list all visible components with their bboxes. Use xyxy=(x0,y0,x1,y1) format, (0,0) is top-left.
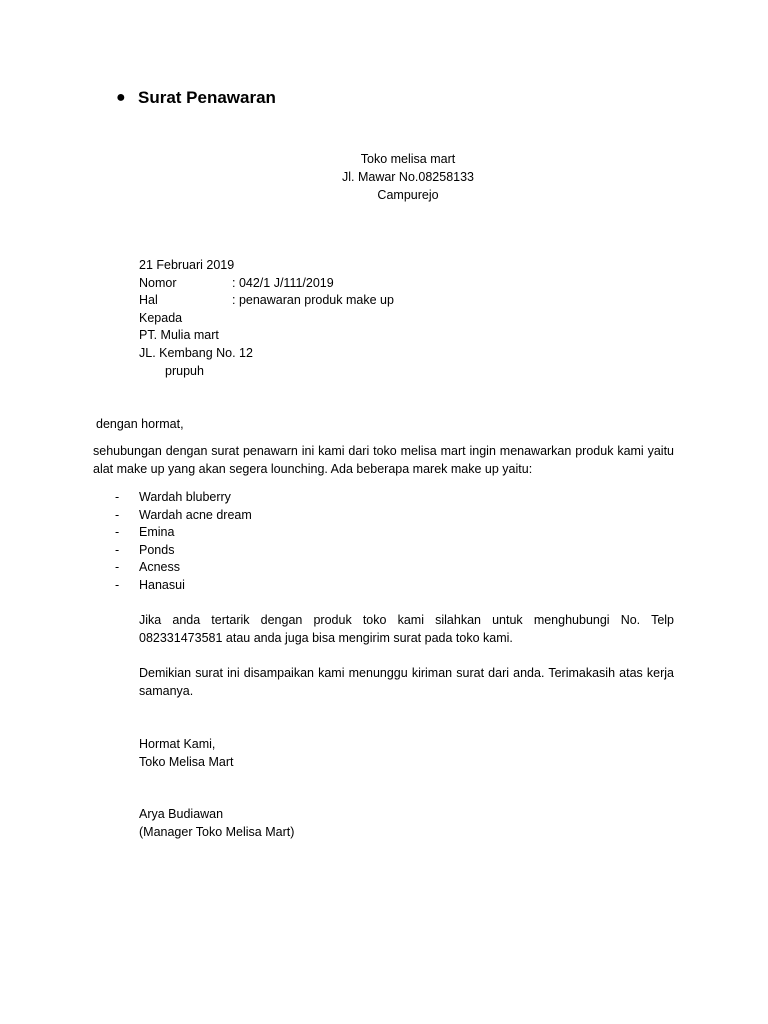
list-item: - Acness xyxy=(115,559,252,577)
dash-icon: - xyxy=(115,490,120,504)
letter-meta xyxy=(139,257,394,380)
signature-block xyxy=(139,806,294,841)
sender-address: Jl. Mawar No.08258133 xyxy=(341,170,475,184)
dash-icon: - xyxy=(115,577,120,592)
recipient-address: JL. Kembang No. 12 xyxy=(139,345,253,360)
bullet-icon: ● xyxy=(116,89,126,106)
nomor-value: : 042/1 J/111/2019 xyxy=(232,275,334,290)
sender-city: Campurejo xyxy=(377,188,439,202)
signer-position: (Manager Toko Melisa Mart) xyxy=(139,824,295,839)
list-item: - Ponds xyxy=(115,542,252,560)
hal-value: : penawaran produk make up xyxy=(232,293,394,308)
list-item: - Wardah bluberry xyxy=(115,489,252,507)
hal-label: Hal xyxy=(139,293,158,308)
letter-date: 21 Februari 2019 xyxy=(139,258,235,272)
letter-heading xyxy=(116,88,276,108)
page-title: Surat Penawaran xyxy=(138,88,276,107)
dash-icon: - xyxy=(115,542,120,557)
sender-name: Toko melisa mart xyxy=(360,152,456,166)
product-list xyxy=(115,489,252,595)
contact-paragraph: Jika anda tertarik dengan produk toko kami silahkan untuk menghubungi No. Telp 082331473581 atau anda juga bisa mengirim surat pada toko kami. xyxy=(139,613,674,645)
sender-block xyxy=(0,150,768,204)
dash-icon: - xyxy=(115,507,120,522)
company-name: Toko Melisa Mart xyxy=(139,754,234,769)
list-item: - Wardah acne dream xyxy=(115,507,252,525)
regards-text: Hormat Kami, xyxy=(139,737,216,751)
regards-block xyxy=(139,736,233,771)
hal-row xyxy=(139,292,394,310)
intro-paragraph: sehubungan dengan surat penawarn ini kami dari toko melisa mart ingin menawarkan produk kami yaitu alat make up yang akan segera lounching. Ada beberapa marek make up yaitu: xyxy=(93,444,674,476)
list-item: - Emina xyxy=(115,524,252,542)
list-item: - Hanasui xyxy=(115,577,252,595)
kepada-label: Kepada xyxy=(139,310,183,325)
recipient-name: PT. Mulia mart xyxy=(139,328,219,343)
closing-paragraph: Demikian surat ini disampaikan kami menunggu kiriman surat dari anda. Terimakasih atas kerja samanya. xyxy=(139,666,674,698)
signer-name: Arya Budiawan xyxy=(139,807,224,821)
nomor-row xyxy=(139,275,394,293)
dash-icon: - xyxy=(115,560,120,575)
recipient-city: prupuh xyxy=(165,363,204,378)
greeting: dengan hormat, xyxy=(96,417,184,431)
nomor-label: Nomor xyxy=(139,275,177,290)
dash-icon: - xyxy=(115,525,120,540)
